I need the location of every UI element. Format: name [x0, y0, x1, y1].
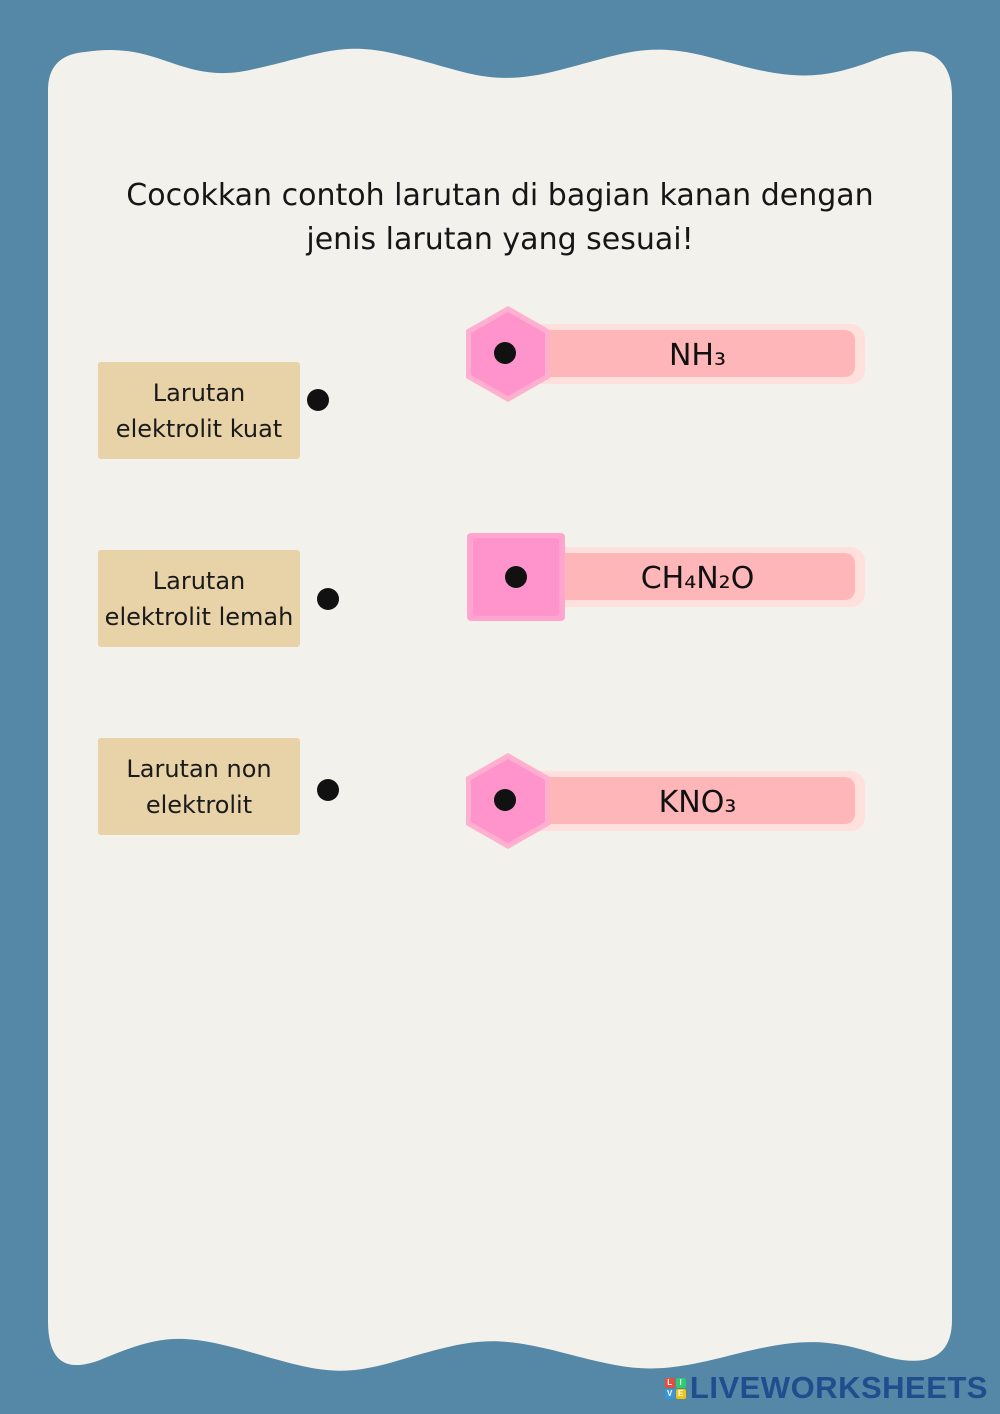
liveworksheets-icon: L I V E [665, 1378, 686, 1399]
answer-label: KNO₃ [658, 784, 737, 820]
match-dot-kno3[interactable] [494, 789, 516, 811]
match-dot-weak-electrolyte[interactable] [317, 588, 339, 610]
match-dot-non-electrolyte[interactable] [317, 779, 339, 801]
match-dot-ch4n2o[interactable] [505, 566, 527, 588]
instruction-text: Cocokkan contoh larutan di bagian kanan dengan jenis larutan yang sesuai! [126, 178, 874, 257]
match-dot-nh3[interactable] [494, 342, 516, 364]
category-weak-electrolyte: Larutan elektrolit lemah [98, 550, 300, 647]
answer-label: NH₃ [668, 337, 727, 373]
category-non-electrolyte: Larutan non elektrolit [98, 738, 300, 835]
category-strong-electrolyte: Larutan elektrolit kuat [98, 362, 300, 459]
answer-item-ch4n2o [465, 526, 867, 626]
answer-label: CH₄N₂O [640, 560, 755, 596]
liveworksheets-logo [665, 1370, 988, 1406]
answer-item-nh3 [465, 303, 867, 403]
answer-item-kno3 [465, 750, 867, 850]
brand-name: LIVEWORKSHEETS [689, 1370, 988, 1405]
match-dot-strong-electrolyte[interactable] [307, 389, 329, 411]
